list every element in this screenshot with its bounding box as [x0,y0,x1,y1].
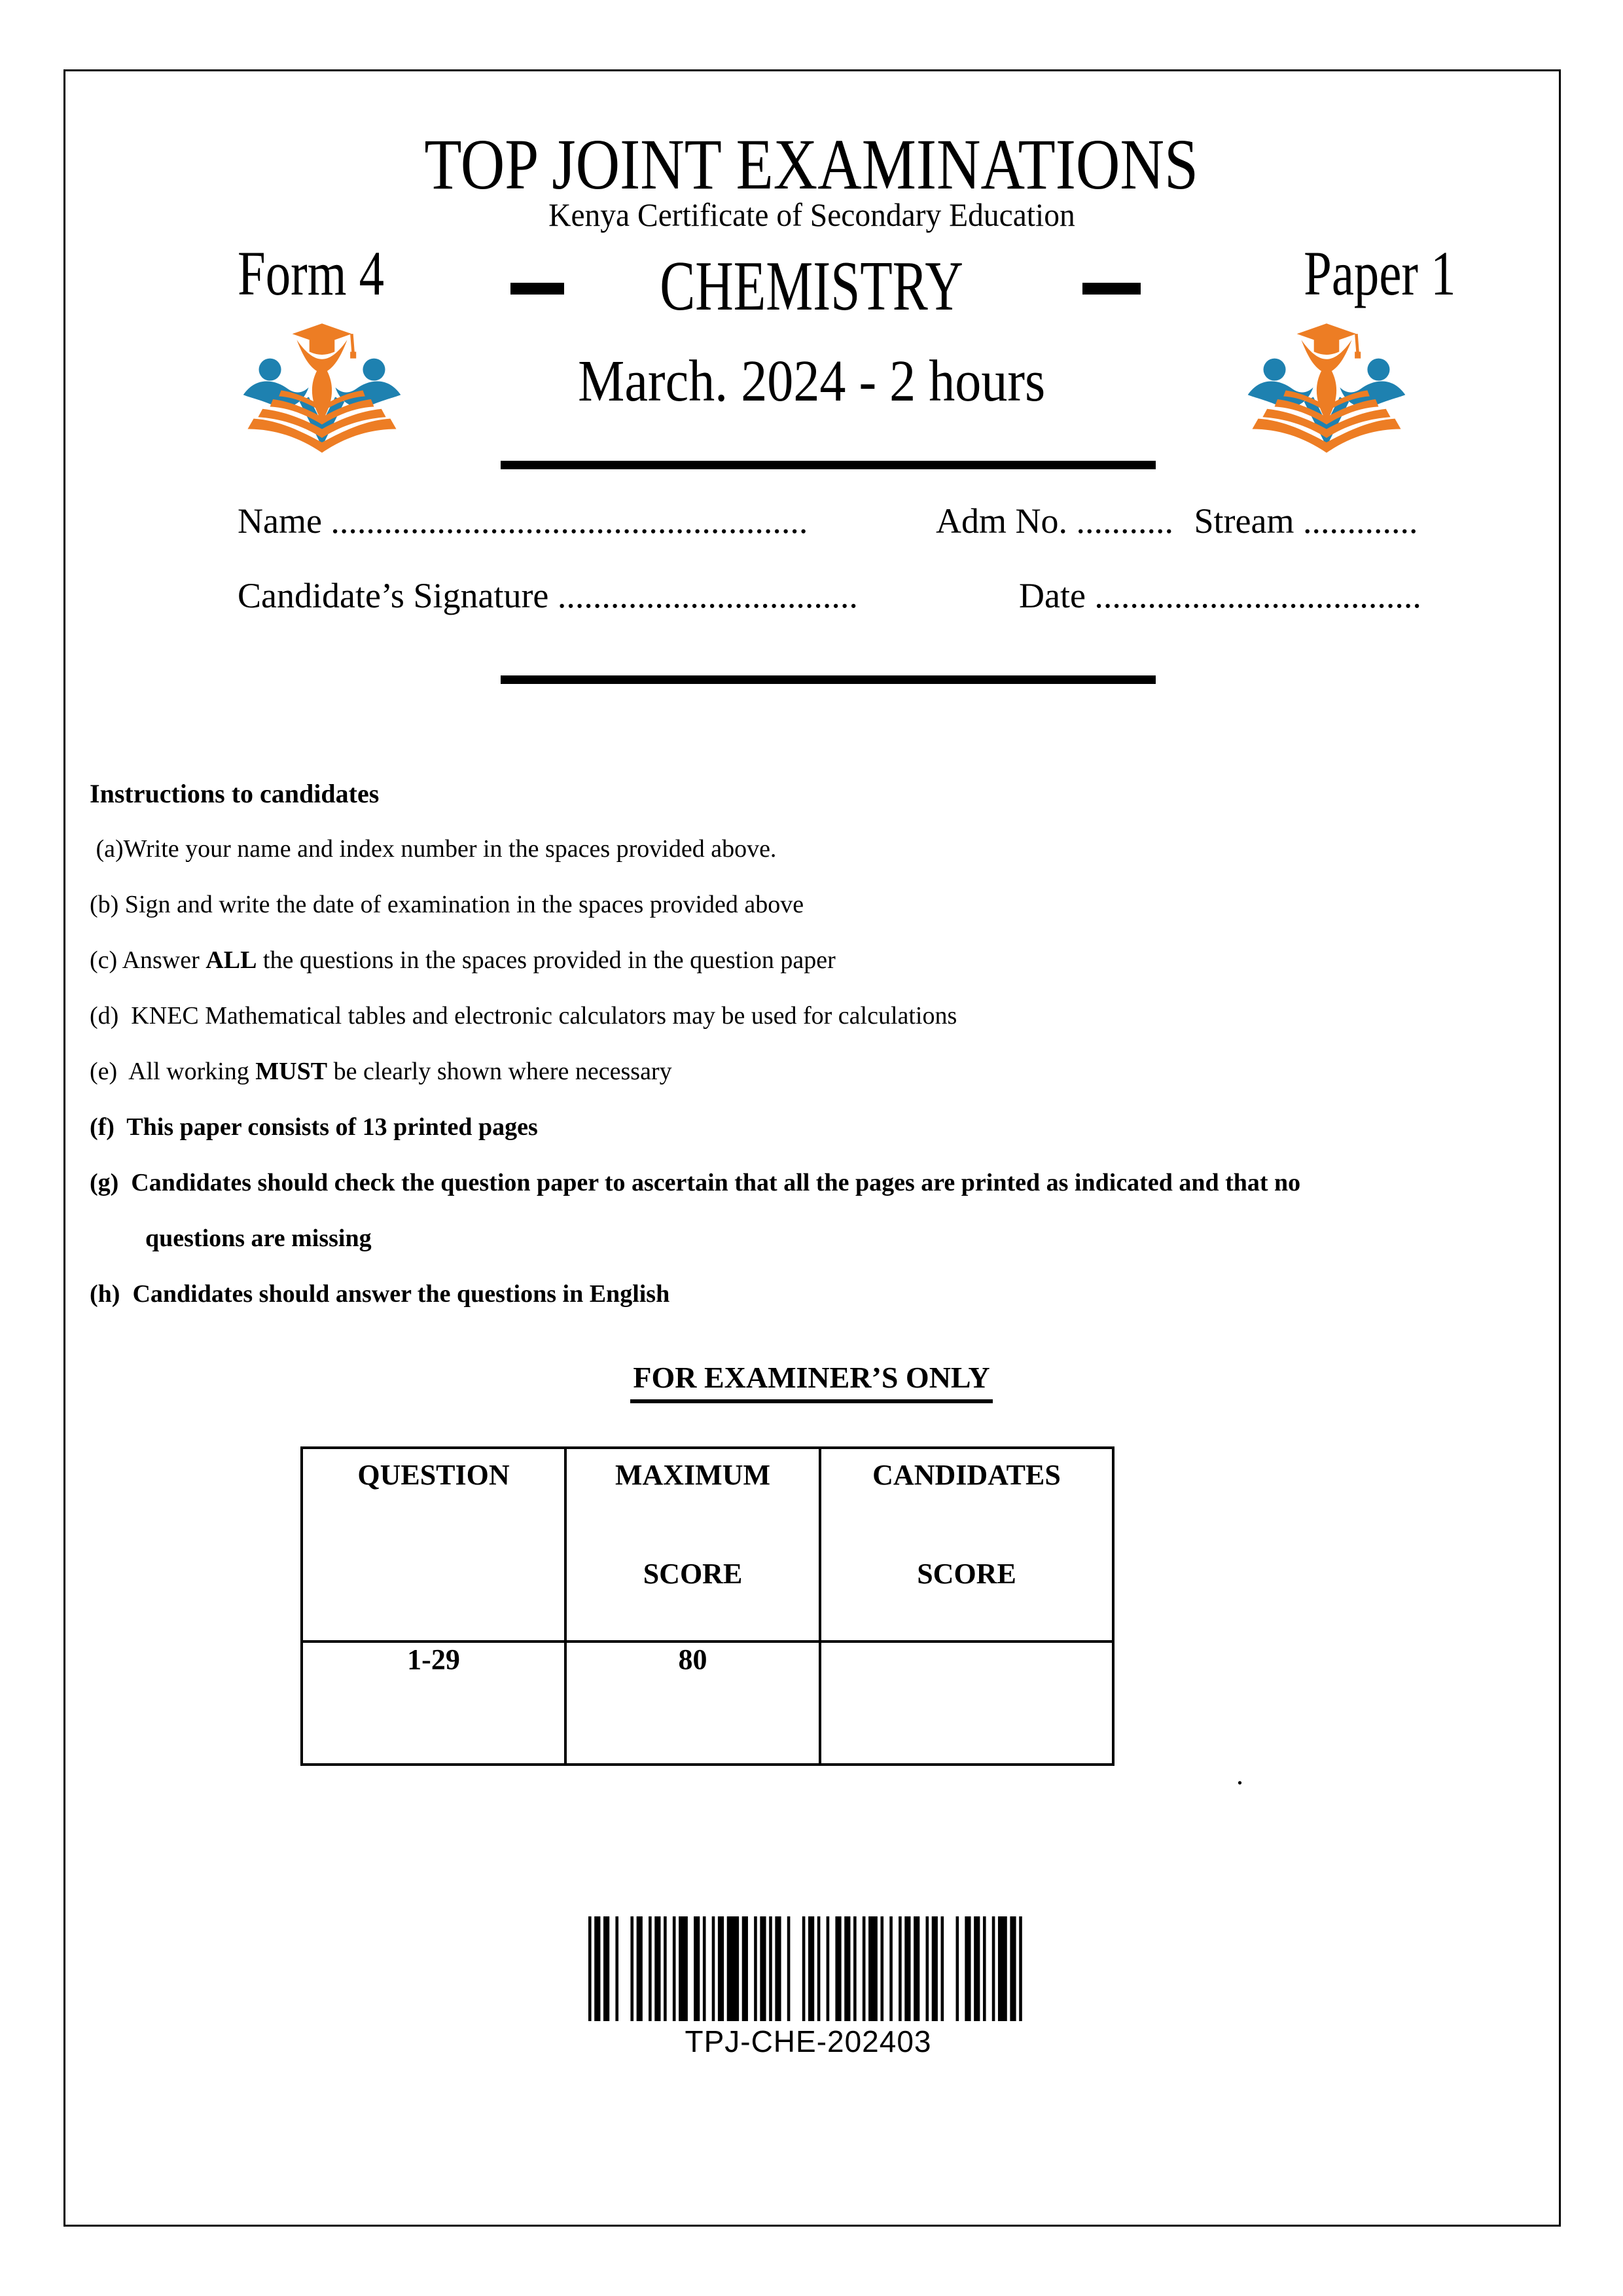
instruction-item-g: (g) Candidates should check the question paper to ascertain that all the pages are printed as indicated and that no [90,1169,1301,1196]
question-range-cell: 1-29 [302,1641,565,1765]
instruction-item-c: (c) Answer ALL the questions in the spaces provided in the question paper [90,946,836,974]
signature-field: Candidate’s Signature .................................. [238,576,858,615]
instruction-item-f: (f) This paper consists of 13 printed pages [90,1113,538,1141]
date-field: Date ..................................... [1019,576,1421,615]
maximum-score-cell: 80 [565,1641,820,1765]
candidates-score-cell [820,1641,1113,1765]
session-band [0,349,1623,414]
candidates-score-header-cell: CANDIDATES SCORE [820,1448,1113,1641]
paper-label: Paper 1 [1304,238,1456,308]
exam-subtitle: Kenya Certificate of Secondary Education [548,196,1075,233]
name-field-line [238,501,808,541]
examiner-heading-band [0,1361,1623,1403]
instructions-heading: Instructions to candidates [90,779,380,808]
adm-stream-line [936,501,1418,541]
signature-field-line [238,576,858,615]
question-header-cell: QUESTION [302,1448,565,1641]
name-field: Name ...................................................... [238,501,808,541]
barcode-image [588,1916,1028,2021]
divider-rule-bottom [501,675,1156,684]
examiner-heading: FOR EXAMINER’S ONLY [630,1361,992,1403]
exam-subtitle-band [0,198,1623,232]
exam-title-band [0,124,1623,204]
instruction-item-d: (d) KNEC Mathematical tables and electronic calculators may be used for calculations [90,1002,957,1030]
instruction-item-g-continued: questions are missing [145,1225,372,1252]
session-text: March. 2024 - 2 hours [577,349,1046,414]
stray-dot: . [1236,1759,1243,1791]
subject-title: CHEMISTRY [660,247,963,325]
stream-field: Stream ............. [1194,501,1418,541]
score-table-header-row [302,1448,1113,1641]
instruction-item-e: (e) All working MUST be clearly shown where necessary [90,1058,672,1085]
instruction-item-h: (h) Candidates should answer the questions in English [90,1280,670,1308]
instructions-section [90,766,1536,1322]
right-dash [1082,283,1141,295]
barcode-text: TPJ-CHE-202403 [685,2024,932,2058]
barcode-block [588,1916,1028,2058]
page-title: TOP JOINT EXAMINATIONS [424,124,1199,204]
score-table-data-row [302,1641,1113,1765]
examiner-score-table [300,1446,1115,1766]
instruction-item-a: (a)Write your name and index number in the spaces provided above. [90,835,777,863]
adm-no-field: Adm No. ........... [936,501,1173,541]
form-label: Form 4 [238,238,385,308]
instruction-item-b: (b) Sign and write the date of examination in the spaces provided above [90,891,804,918]
divider-rule-top [501,461,1156,469]
date-field-line [1019,576,1421,615]
left-dash [510,283,564,295]
maximum-score-header-cell: MAXIMUM SCORE [565,1448,820,1641]
